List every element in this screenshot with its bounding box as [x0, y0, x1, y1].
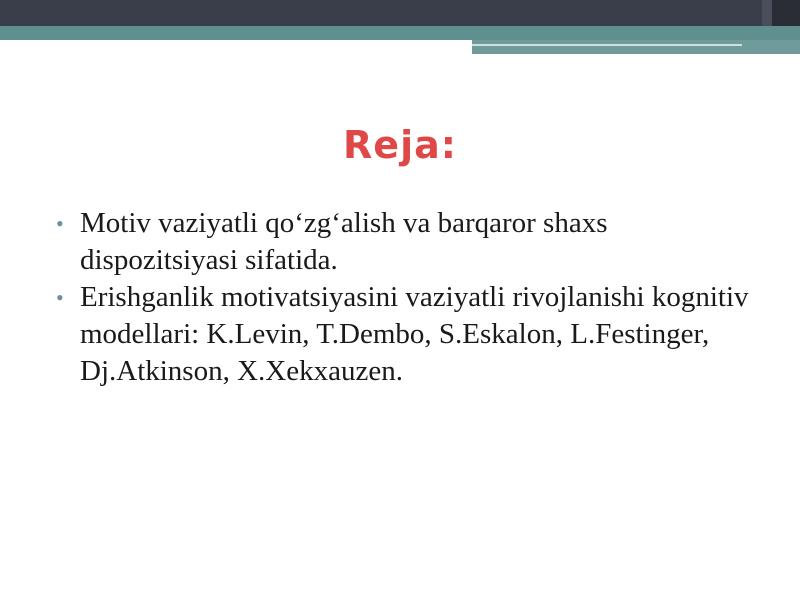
top-band-shade [762, 0, 772, 26]
page-edge [0, 40, 472, 54]
bullet-marker: • [56, 211, 64, 236]
bullet-marker: • [56, 285, 64, 310]
top-band-dark [0, 0, 800, 26]
top-band-teal [0, 26, 800, 40]
slide-title: Reja: [343, 123, 457, 167]
bullet-text: Erishganlik motivatsiyasini vaziyatli rivojlanishi kognitiv modellari: K.Levin, T.Dembo, S.Eskalon, L.Festinger, Dj.Atkinson, X.Xekxauzen. [80, 281, 749, 387]
bullet-item [56, 205, 756, 279]
top-band-teal-strip [472, 40, 800, 54]
top-band-highlight-line [472, 44, 742, 46]
bullet-item [56, 279, 756, 390]
bullet-list [56, 205, 756, 390]
bullet-text: Motiv vaziyatli qo‘zg‘alish va barqaror shaxs dispozitsiyasi sifatida. [80, 207, 608, 276]
top-band-corner [772, 0, 800, 26]
